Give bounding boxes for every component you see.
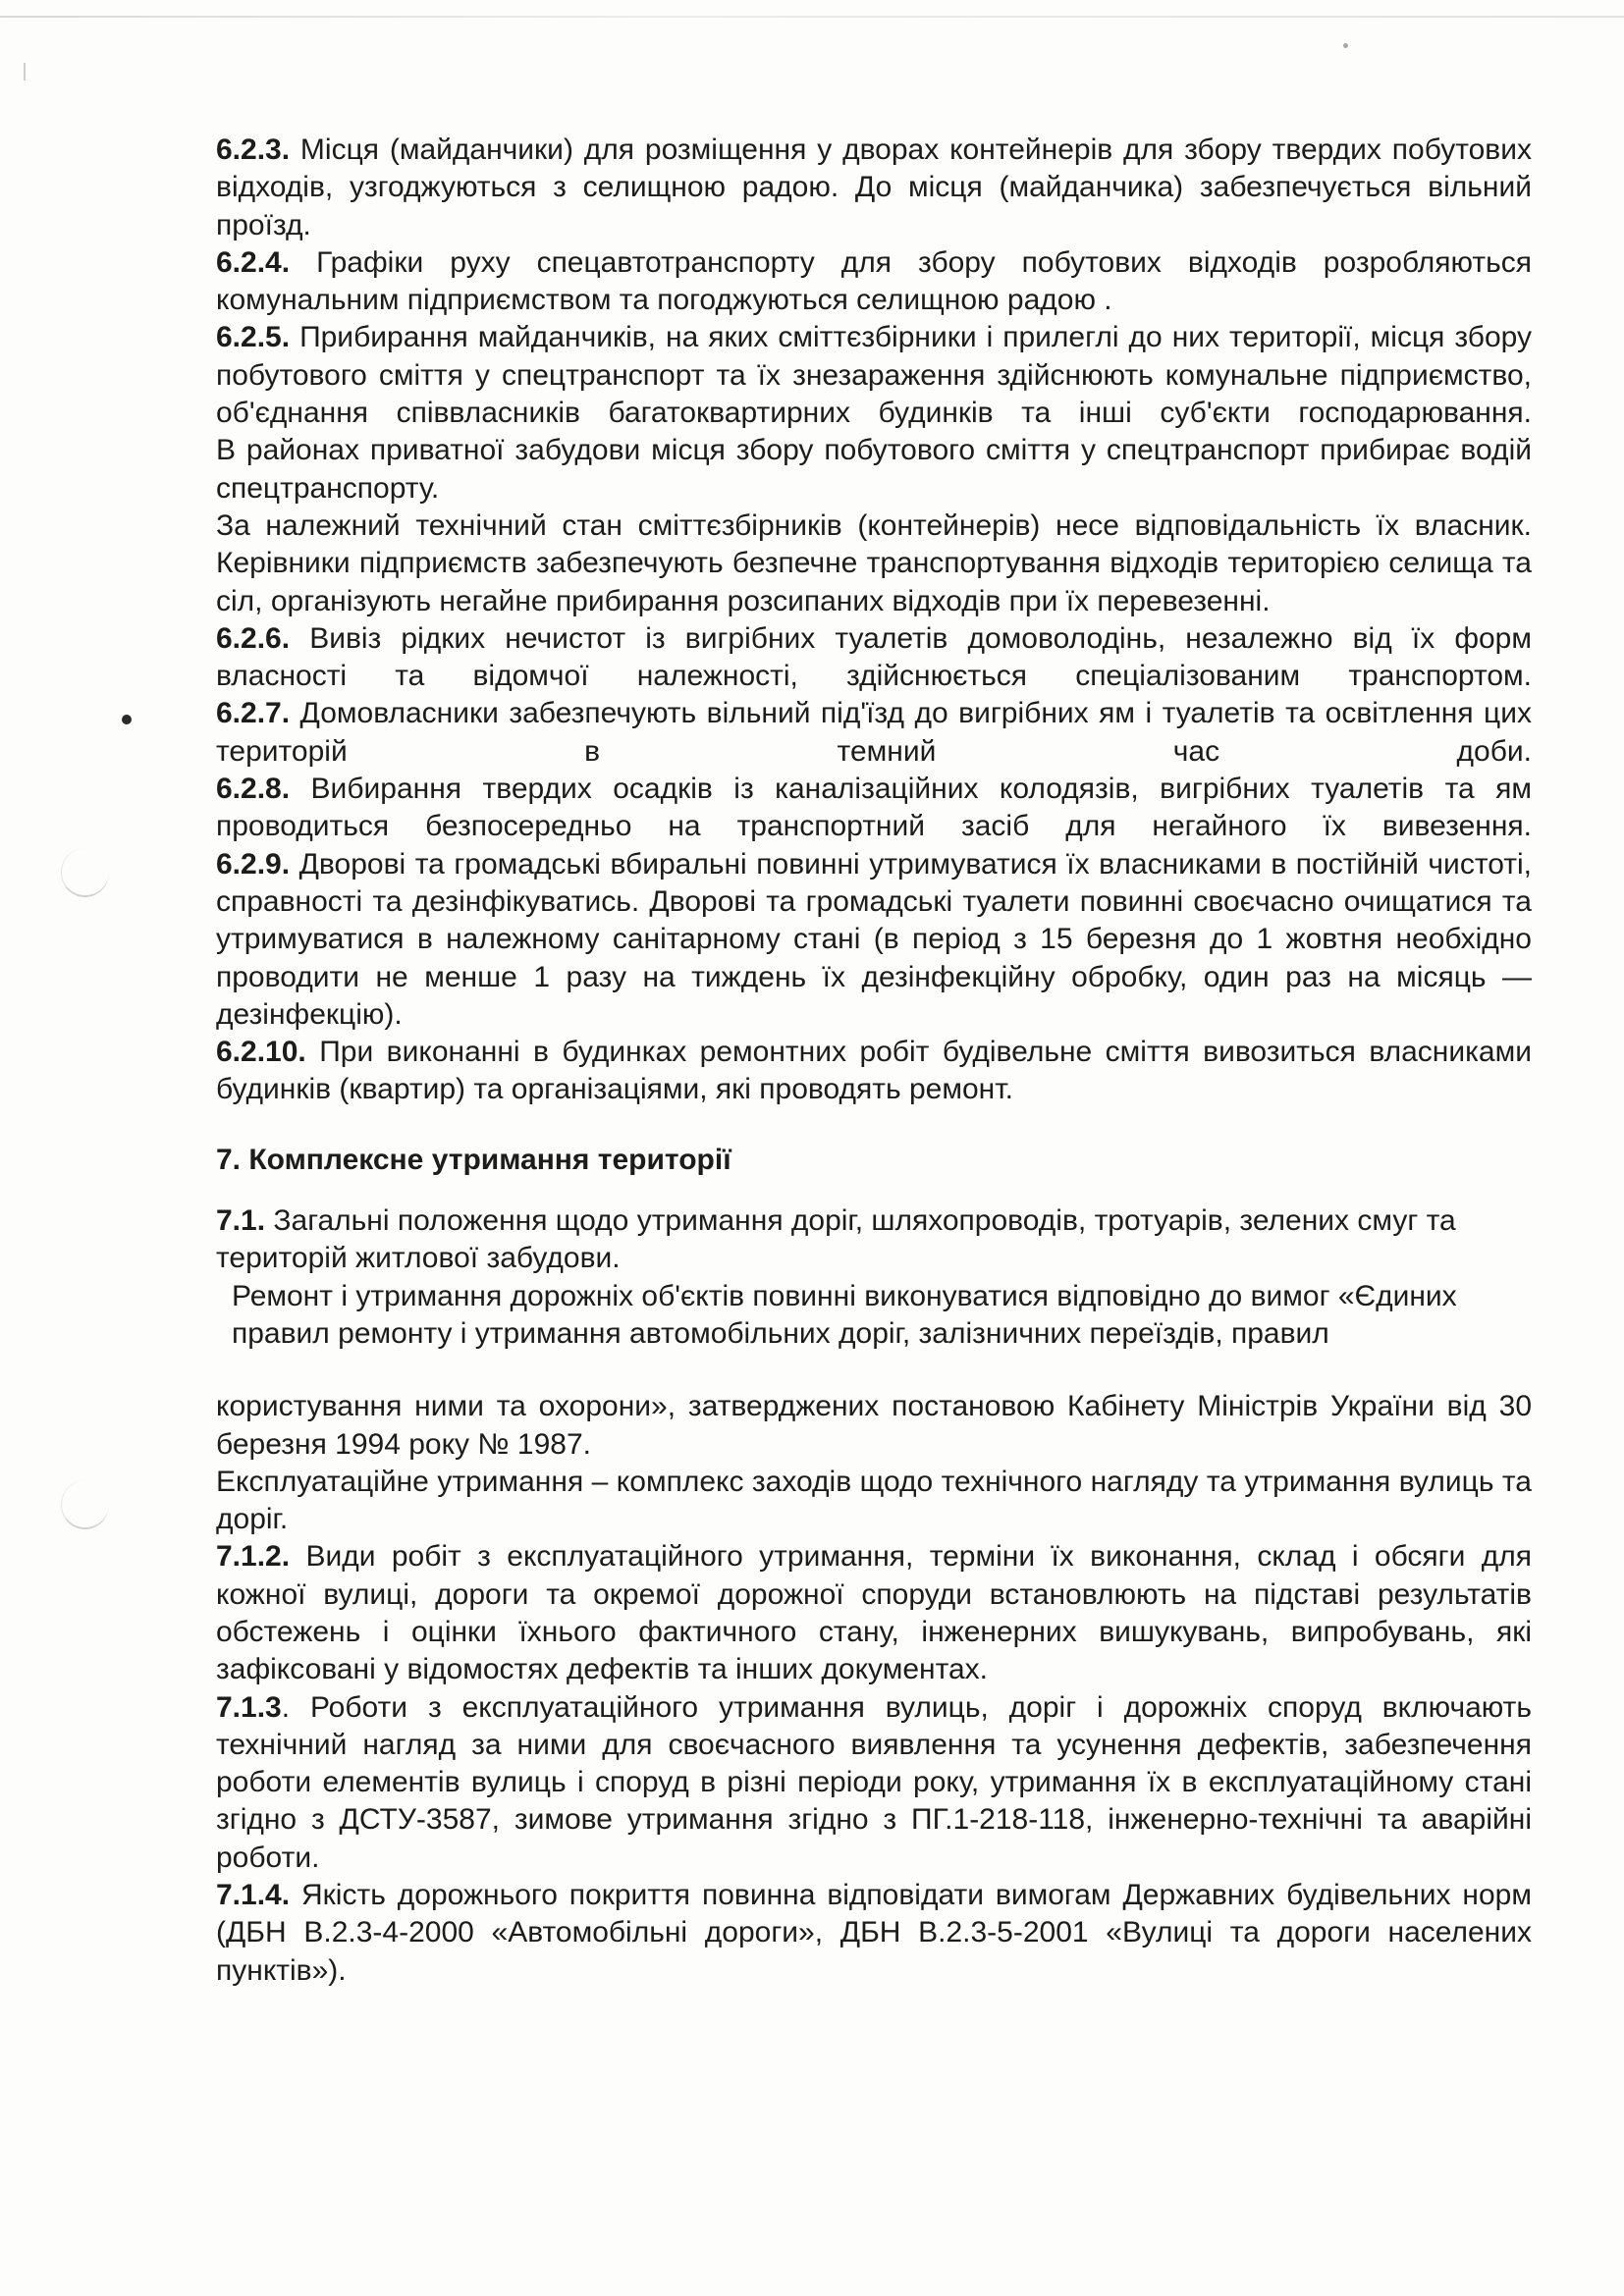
clause-number: 6.2.9. [216, 847, 291, 881]
document-page-body [216, 132, 1532, 1990]
clause-number: 7.1.3 [216, 1690, 282, 1724]
clause-text: Прибирання майданчиків, на яких сміттєзбірники і прилеглі до них території, місця збору побутового сміття у спецтранспорт та їх знезараження здійснюють комунальне підприємство, об'єднання співвласників багатоквартирних будинків та інші суб'єкти господарювання. [216, 321, 1532, 430]
clause-text: Якість дорожнього покриття повинна відповідати вимогам Державних будівельних норм (ДБН В.2.3-4-2000 «Автомобільні дороги», ДБН В.2.3-5-2001 «Вулиці та дороги населених пунктів»). [216, 1879, 1532, 1987]
clause-number: 6.2.8. [216, 773, 291, 806]
punch-hole-mark [61, 1480, 109, 1529]
scan-top-edge [0, 16, 1624, 18]
margin-bullet-mark [122, 715, 132, 724]
clause-number: 6.2.5. [216, 321, 291, 354]
section-7-heading: 7. Комплексне утримання території [216, 1143, 731, 1176]
paragraph-7-1-4 [216, 1877, 1532, 1990]
paragraph-7-1-2 [216, 1538, 1532, 1688]
clause-text: За належний технічний стан сміттєзбірників (контейнерів) несе відповідальність їх власник. Керівники підприємств забезпечують безпечне транспортування відходів територією селища та сіл, організують негайне прибирання розсипаних відходів при їх перевезенні. [216, 508, 1532, 617]
paragraph-6-2-6 [216, 620, 1532, 696]
clause-number: 6.2.10. [216, 1036, 306, 1069]
paragraph-container-owner [216, 507, 1532, 620]
clause-text: користування ними та охорони», затверджених постановою Кабінету Міністрів України від 30 березня 1994 року № 1987. [216, 1390, 1532, 1461]
paragraph-6-2-5 [216, 319, 1532, 432]
clause-number: 7.1.4. [216, 1879, 291, 1912]
page-break-gap [216, 1353, 1532, 1388]
clause-number: 7.1. [216, 1204, 266, 1238]
clause-text: Графіки руху спецавтотранспорту для збору побутових відходів розробляються комунальним підприємством та погоджуються селищною радою . [216, 245, 1532, 317]
clause-text: Загальні положення щодо утримання доріг, шляхопроводів, тротуарів, зелених смуг та територій житлової забудови. [216, 1204, 1456, 1275]
paragraph-6-2-4 [216, 244, 1532, 320]
clause-text: . Роботи з експлуатаційного утримання вулиць, доріг і дорожніх споруд включають технічний нагляд за ними для своєчасного виявлення та усунення дефектів, забезпечення роботи елементів вулиць і споруд в різні періоди року, утримання їх в експлуатаційному стані згідно з ДСТУ-3587, зимове утримання згідно з ПГ.1-218-118, інженерно-технічні та аварійні роботи. [216, 1690, 1532, 1874]
clause-number: 6.2.4. [216, 245, 291, 279]
clause-number: 6.2.7. [216, 697, 291, 730]
paragraph-7-1-continued [216, 1388, 1532, 1464]
paragraph-private-housing [216, 432, 1532, 507]
clause-text: Вибирання твердих осадків із каналізаційних колодязів, вигрібних туалетів та ям проводиться безпосередньо на транспортний засіб для негайного їх вивезення. [216, 773, 1533, 843]
clause-text: Вивіз рідких нечистот із вигрібних туалетів домоволодінь, незалежно від їх форм власності та відомчої належності, здійснюється спеціалізованим транспортом. [216, 621, 1532, 693]
clause-number: 6.2.3. [216, 133, 291, 166]
paragraph-6-2-8 [216, 771, 1532, 846]
scan-speck [1343, 43, 1348, 48]
paragraph-7-1 [216, 1202, 1532, 1278]
clause-text: При виконанні в будинках ремонтних робіт будівельне сміття вивозиться власниками будинків (квартир) та організаціями, які проводять ремонт. [216, 1036, 1532, 1106]
paragraph-6-2-10 [216, 1034, 1532, 1109]
paragraph-6-2-3 [216, 132, 1532, 244]
clause-number: 7.1.2. [216, 1540, 291, 1574]
paragraph-6-2-9 [216, 846, 1532, 1034]
scan-edge-mark [24, 63, 26, 80]
paragraph-7-1-repair [216, 1278, 1532, 1354]
clause-text: Експлуатаційне утримання – комплекс заходів щодо технічного нагляду та утримання вулиць та доріг. [216, 1465, 1532, 1536]
punch-hole-mark [61, 848, 109, 897]
clause-text: Ремонт і утримання дорожніх об'єктів повинні виконуватися відповідно до вимог «Єдиних правил ремонту і утримання автомобільних доріг, залізничних переїздів, правил [232, 1279, 1457, 1350]
clause-text: В районах приватної забудови місця збору побутового сміття у спецтранспорт прибирає водій спецтранспорту. [216, 434, 1532, 505]
clause-number: 6.2.6. [216, 621, 291, 655]
clause-text: Місця (майданчики) для розміщення у дворах контейнерів для збору твердих побутових відходів, узгоджуються з селищною радою. До місця (майданчика) забезпечується вільний проїзд. [216, 133, 1532, 241]
clause-text: Домовласники забезпечують вільний під'їзд до вигрібних ям і туалетів та освітлення цих територій в темний час доби. [216, 697, 1532, 768]
clause-text: Види робіт з експлуатаційного утримання, терміни їх виконання, склад і обсяги для кожної вулиці, дороги та окремої дорожної споруди встановлюють на підставі результатів обстежень і оцінки їхнього фактичного стану, інженерних вишукувань, випробувань, які зафіксовані у відомостях дефектів та інших документах. [216, 1540, 1532, 1686]
clause-text: Дворові та громадські вбиральні повинні утримуватися їх власниками в постійній чистоті, справності та дезінфікуватись. Дворові та громадські туалети повинні своєчасно очищатися та утримуватися в належному санітарному стані (в період з 15 березня до 1 жовтня необхідно проводити не менше 1 разу на тиждень їх дезінфекційну обробку, один раз на місяць — дезінфекцію). [216, 847, 1532, 1031]
paragraph-7-1-3 [216, 1689, 1532, 1877]
paragraph-6-2-7 [216, 695, 1532, 771]
paragraph-7-1-definition [216, 1464, 1532, 1539]
